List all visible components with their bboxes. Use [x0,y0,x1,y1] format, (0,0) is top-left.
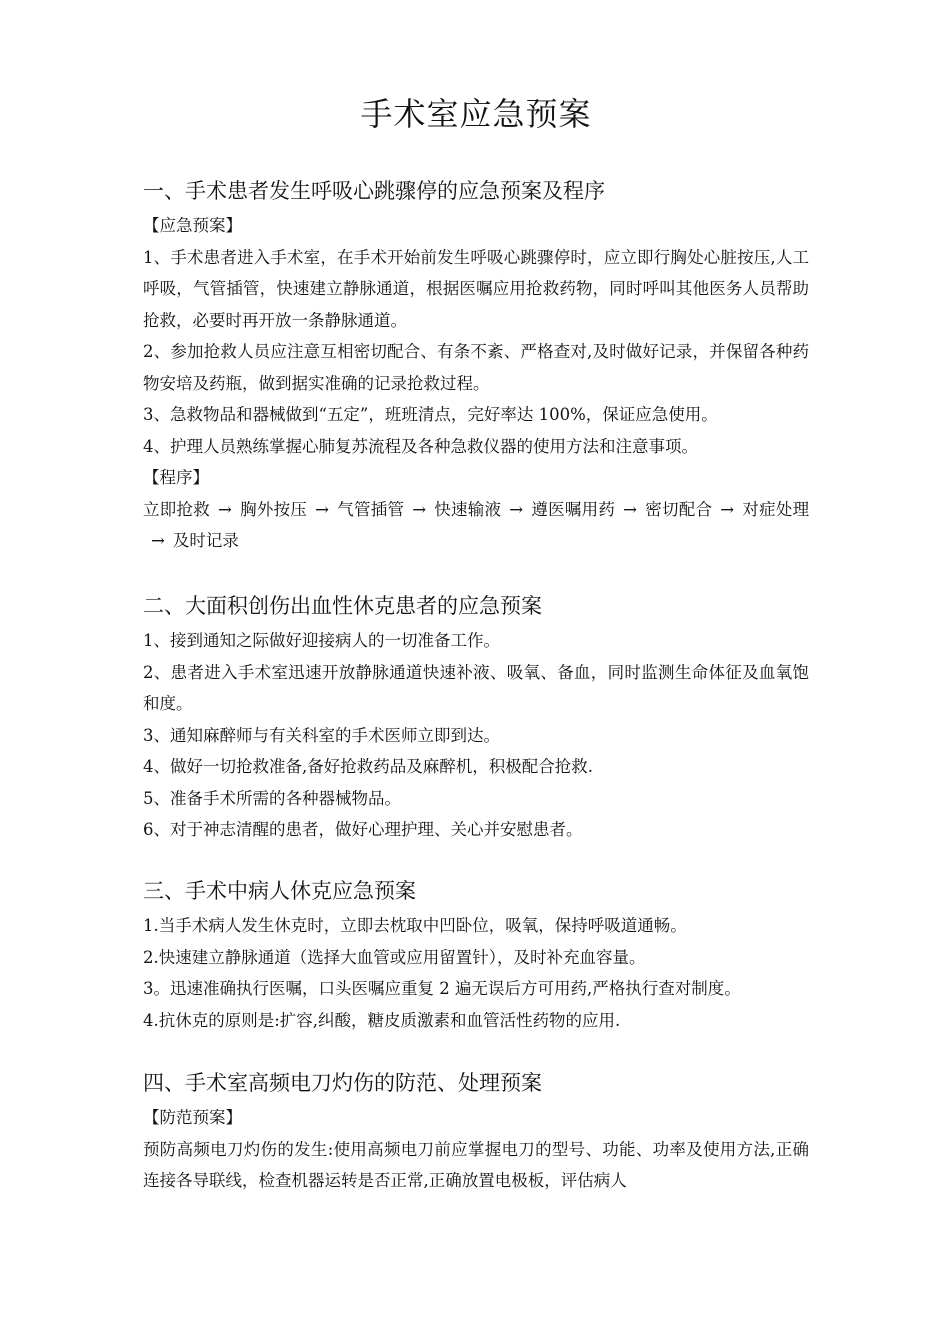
section-heading: 三、手术中病人休克应急预案 [143,879,416,903]
section-heading: 四、手术室高频电刀灼伤的防范、处理预案 [143,1071,542,1095]
document-title: 手术室应急预案 [360,95,592,133]
list-item: 4.抗休克的原则是:扩容,纠酸，糖皮质激素和血管活性药物的应用. [143,1010,621,1030]
section-hemorrhagic-shock [143,591,809,846]
procedure-step: 气管插管 [336,499,405,519]
procedure-step: 立即抢救 [143,499,211,519]
arrow-right-icon: → [720,499,735,519]
list-item: 6、对于神志清醒的患者，做好心理护理、关心并安慰患者。 [143,820,583,839]
section-heading: 二、大面积创伤出血性休克患者的应急预案 [143,594,542,618]
section-electrosurgical-burn [143,1068,809,1197]
procedure-step: 及时记录 [172,531,239,550]
procedure-step: 快速输液 [434,499,502,519]
list-item: 2、患者进入手术室迅速开放静脉通道快速补液、吸氧、备血，同时监测生命体征及血氧饱和度。 [143,662,809,713]
list-item: 1、手术患者进入手术室，在手术开始前发生呼吸心跳骤停时，应立即行胸处心脏按压,人工呼吸，气管插管，快速建立静脉通道，根据医嘱应用抢救药物，同时呼叫其他医务人员帮助抢救，必要时再开放一条静脉通道。 [143,247,809,330]
prevent-label: 【防范预案】 [143,1108,242,1127]
list-item: 1.当手术病人发生休克时，立即去枕取中凹卧位，吸氧，保持呼吸道通畅。 [143,916,687,935]
plan-label: 【应急预案】 [143,216,242,235]
list-item: 3、急救物品和器械做到“五定”，班班清点，完好率达 100%，保证应急使用。 [143,405,718,424]
list-item: 2.快速建立静脉通道（选择大血管或应用留置针），及时补充血容量。 [143,947,646,967]
arrow-right-icon: → [151,531,165,550]
arrow-right-icon: → [218,499,232,519]
list-item: 1、接到通知之际做好迎接病人的一切准备工作。 [143,631,500,650]
list-item: 4、做好一切抢救准备,备好抢救药品及麻醉机，积极配合抢救. [143,757,593,776]
procedure-step: 密切配合 [644,499,713,519]
section-cardiac-arrest [143,176,809,557]
list-item: 5、准备手术所需的各种器械物品。 [143,788,401,808]
procedure-step: 遵医嘱用药 [531,499,616,519]
list-item: 4、护理人员熟练掌握心肺复苏流程及各种急救仪器的使用方法和注意事项。 [143,436,698,456]
list-item: 3。迅速准确执行医嘱，口头医嘱应重复 2 遍无误后方可用药,严格执行查对制度。 [143,979,741,998]
arrow-right-icon: → [509,499,524,519]
arrow-right-icon: → [315,499,329,519]
arrow-right-icon: → [623,499,637,519]
list-item: 2、参加抢救人员应注意互相密切配合、有条不紊、严格查对,及时做好记录，并保留各种药物安培及药瓶，做到据实准确的记录抢救过程。 [143,342,809,393]
procedure-label: 【程序】 [143,468,209,487]
procedure-step: 对症处理 [742,499,810,519]
list-item: 预防高频电刀灼伤的发生:使用高频电刀前应掌握电刀的型号、功能、功率及使用方法,正确连接各导联线，检查机器运转是否正常,正确放置电极板，评估病人 [143,1139,809,1190]
arrow-right-icon: → [412,499,427,519]
section-intraoperative-shock [143,876,809,1036]
procedure-step: 胸外按压 [239,499,308,519]
section-heading: 一、手术患者发生呼吸心跳骤停的应急预案及程序 [143,179,605,203]
procedure-flow [143,494,809,557]
list-item: 3、通知麻醉师与有关科室的手术医师立即到达。 [143,725,500,745]
